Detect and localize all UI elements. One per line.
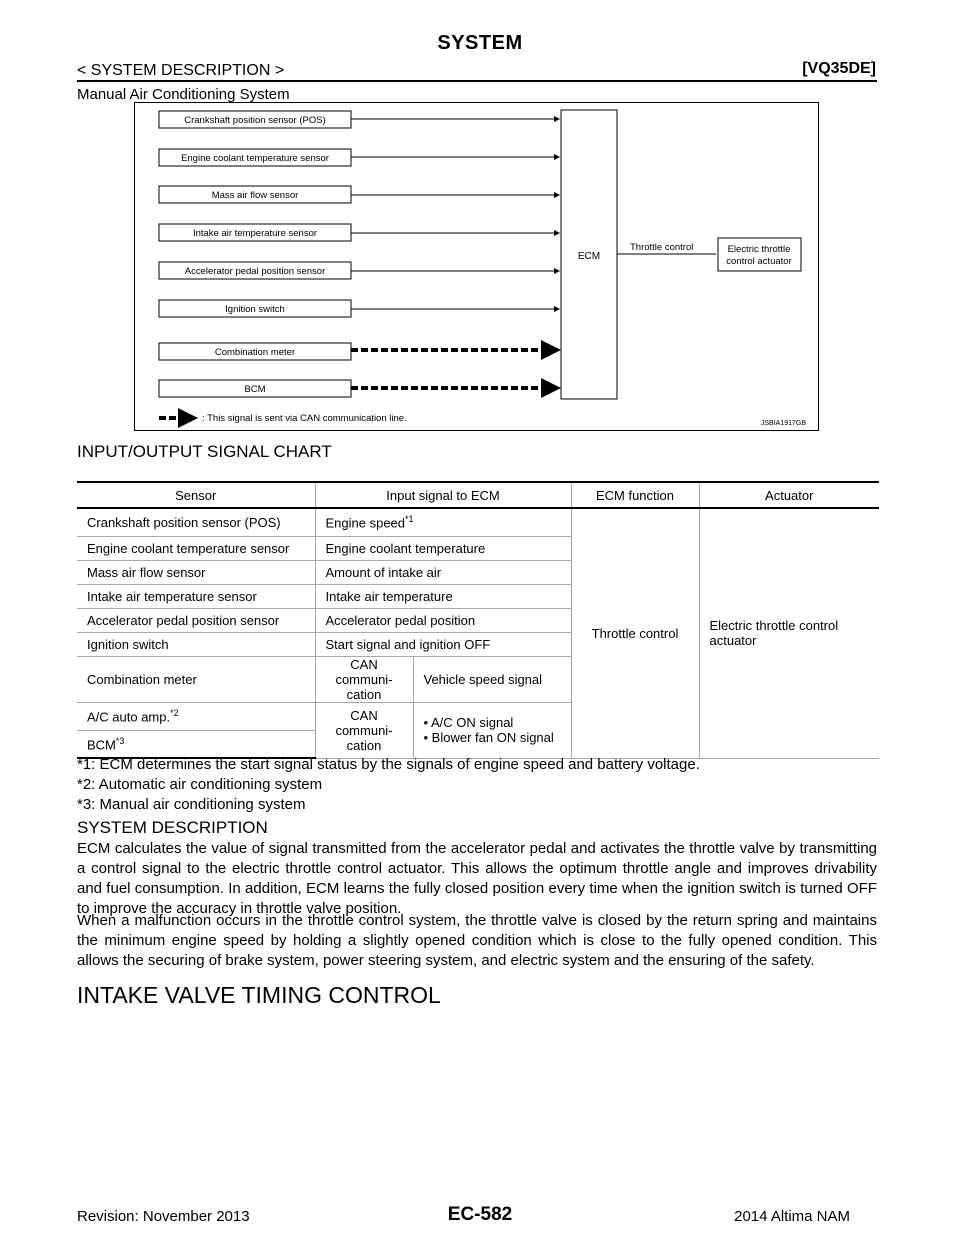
table-cell-sensor: Engine coolant temperature sensor [77, 536, 315, 560]
engine-code: [VQ35DE] [802, 60, 876, 77]
table-cell-sensor: Mass air flow sensor [77, 560, 315, 584]
table-cell-sensor: Intake air temperature sensor [77, 584, 315, 608]
sensor-label: Mass air flow sensor [211, 190, 299, 201]
sensor-label: Combination meter [214, 347, 296, 358]
footnote: *1: ECM determines the start signal status by the signals of engine speed and battery voltage. [77, 756, 700, 773]
sensor-label: Engine coolant temperature sensor [181, 153, 329, 164]
section-breadcrumb: < SYSTEM DESCRIPTION > [77, 62, 285, 79]
table-cell-actuator: Electric throttle control actuator [699, 508, 879, 758]
sensor-label: BCM [244, 384, 266, 395]
sensor-label: Accelerator pedal position sensor [184, 266, 326, 277]
footnote: *3: Manual air conditioning system [77, 796, 306, 813]
table-cell-signal [413, 702, 571, 758]
table-cell-sensor: A/C auto amp.$^{*2}$ [77, 702, 315, 730]
description-paragraph-2: When a malfunction occurs in the throttle control system, the throttle valve is closed by the return spring and maintains the minimum engine speed by holding a slightly opened condition which is close to the fully opened condition. This allows the securing of brake system, power steering system, and electric system and the ensuring of the safety. [77, 912, 877, 969]
ecm-box [561, 110, 617, 399]
svg-text:ECM: ECM [577, 251, 601, 262]
list-item: • A/C ON signal [424, 715, 561, 730]
page-number: EC-582 [447, 1204, 513, 1225]
sensor-label: Intake air temperature sensor [192, 228, 318, 239]
col-header-input: Input signal to ECM [315, 482, 571, 508]
col-header-actuator: Actuator [699, 482, 879, 508]
io-signal-table [77, 481, 879, 759]
table-cell-can: CAN communi-cation [315, 702, 413, 758]
sensor-label: Ignition switch [225, 304, 285, 315]
table-cell-signal: Engine coolant temperature [315, 536, 571, 560]
sensor-box-5 [159, 300, 351, 317]
table-cell-signal: Vehicle speed signal [413, 656, 571, 702]
actuator-box [718, 238, 801, 271]
throttle-control-label: Throttle control [630, 242, 694, 253]
system-diagram [134, 102, 820, 432]
revision-date: Revision: November 2013 [77, 1208, 250, 1225]
sensor-box-2 [159, 186, 351, 203]
footnotes [77, 755, 700, 815]
table-cell-sensor: Ignition switch [77, 632, 315, 656]
table-cell-signal: Accelerator pedal position [315, 608, 571, 632]
table-cell-sensor: BCM$^{*3}$ [77, 730, 315, 758]
col-header-function: ECM function [571, 482, 699, 508]
table-cell-signal: Engine speed$^{*1}$ [315, 508, 571, 536]
sensor-box-0 [159, 111, 351, 128]
sensor-label: Crankshaft position sensor (POS) [184, 115, 326, 126]
diagram-section-title: Manual Air Conditioning System [77, 86, 290, 103]
figure-code: JSBIA1917GB [760, 420, 806, 427]
io-chart-heading: INPUT/OUTPUT SIGNAL CHART [77, 442, 332, 461]
table-cell-can: CAN communi-cation [315, 656, 413, 702]
can-legend-text: : This signal is sent via CAN communication line. [202, 413, 407, 424]
next-section-heading: INTAKE VALVE TIMING CONTROL [77, 982, 441, 1008]
table-cell-sensor: Crankshaft position sensor (POS) [77, 508, 315, 536]
table-cell-sensor: Accelerator pedal position sensor [77, 608, 315, 632]
table-cell-signal: Amount of intake air [315, 560, 571, 584]
can-signal-list [424, 715, 561, 745]
header-rule [77, 80, 877, 82]
table-cell-signal: Intake air temperature [315, 584, 571, 608]
table-cell-sensor: Combination meter [77, 656, 315, 702]
table-cell-function: Throttle control [571, 508, 699, 758]
system-description-heading: SYSTEM DESCRIPTION [77, 818, 268, 837]
footnote: *2: Automatic air conditioning system [77, 776, 323, 793]
description-paragraph-1: ECM calculates the value of signal transmitted from the accelerator pedal and activates the throttle valve by transmitting a control signal to the electric throttle control actuator. This allows the optimum throttle angle and improves drivability and fuel consumption. In addition, ECM learns the fully closed position every time when the ignition switch is turned OFF to improve the accuracy in throttle valve position. [77, 840, 877, 917]
sensor-box-1 [159, 149, 351, 166]
sensor-box-7 [159, 380, 351, 397]
list-item: • Blower fan ON signal [424, 730, 561, 745]
model-year: 2014 Altima NAM [734, 1208, 850, 1225]
col-header-sensor: Sensor [77, 482, 315, 508]
svg-text:control actuator: control actuator [726, 256, 792, 267]
table-cell-signal: Start signal and ignition OFF [315, 632, 571, 656]
page-title: SYSTEM [437, 32, 523, 54]
sensor-box-6 [159, 343, 351, 360]
sensor-box-4 [159, 262, 351, 279]
sensor-box-3 [159, 224, 351, 241]
svg-text:Electric throttle: Electric throttle [727, 244, 791, 255]
